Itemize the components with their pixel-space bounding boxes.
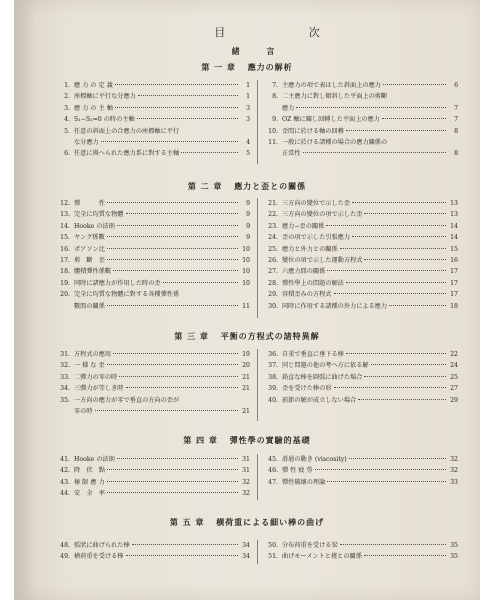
toc-entry — [262, 232, 458, 243]
toc-entry-number: 2. — [64, 93, 70, 101]
toc-entry-title: な分應力 — [74, 139, 99, 147]
toc-entry-title: Hooke の法則 — [74, 456, 115, 463]
dot-leader — [382, 118, 446, 119]
toc-entry-title: 方程式の應用 — [74, 351, 112, 358]
chapter-3-right-column — [262, 349, 458, 406]
toc-entry — [262, 114, 458, 125]
toc-entry-number: 11. — [268, 139, 278, 147]
toc-entry-page: 8 — [454, 150, 458, 158]
toc-entry-number: 37. — [268, 362, 278, 370]
toc-entry-page: 32 — [450, 467, 458, 475]
toc-entry-title: 自重で垂直に垂下る棒 — [282, 351, 344, 358]
toc-entry-number: 12. — [60, 200, 70, 207]
toc-entry-page: 9 — [246, 211, 250, 219]
dot-leader — [349, 458, 446, 459]
toc-entry-title: ポアソン比 — [74, 245, 105, 253]
toc-entry-number: 42. — [60, 467, 70, 475]
dot-leader — [364, 213, 446, 214]
dot-leader — [364, 555, 446, 556]
toc-entry-page: 3 — [246, 116, 250, 124]
dot-leader — [327, 270, 446, 271]
toc-entry-number: 51. — [268, 553, 278, 561]
toc-entry-title: 二彈力の零の時 — [74, 373, 118, 381]
dot-leader — [126, 387, 239, 388]
toc-entry-title: 主應力の項で表はした斜面上の應力 — [282, 82, 381, 89]
dot-leader — [352, 236, 446, 237]
toc-entry-number: 46. — [268, 467, 278, 475]
toc-entry-page: 7 — [454, 104, 458, 112]
toc-entry-page: 14 — [450, 222, 458, 230]
toc-entry-title: 歪を受けた棒の形 — [282, 385, 332, 393]
dot-leader — [107, 364, 238, 365]
toc-entry-number: 43. — [60, 478, 70, 486]
toc-entry-page: 35 — [450, 542, 458, 549]
toc-entry-title: ヤング係數 — [74, 234, 105, 242]
toc-entry-page: 1 — [246, 93, 250, 101]
toc-entry-number: 24. — [268, 234, 278, 242]
toc-entry-title: 同時に諸應力が作用した時の歪 — [74, 279, 161, 287]
toc-entry-page: 24 — [450, 362, 458, 370]
toc-entry-title: 數間の關係 — [74, 302, 105, 310]
chapter-5-label: 第 五 章 — [169, 517, 205, 527]
dot-leader — [107, 202, 238, 203]
toc-entry-number: 29. — [268, 291, 278, 299]
toc-entry-number: 35. — [60, 396, 70, 404]
toc-entry — [54, 255, 250, 266]
chapter-1-heading — [14, 62, 480, 73]
toc-entry — [262, 395, 458, 406]
dot-leader — [364, 259, 446, 260]
toc-entry-page: 3 — [246, 104, 250, 112]
dot-leader — [117, 458, 238, 459]
toc-entry — [54, 198, 250, 209]
dot-leader — [126, 213, 239, 214]
toc-entry-page: 34 — [242, 542, 250, 549]
dot-leader — [107, 305, 238, 306]
toc-entry — [262, 477, 458, 488]
toc-entry-title: 横荷重を受ける棒 — [74, 553, 124, 561]
chapter-1-right-column — [262, 80, 458, 160]
toc-entry-title: 完全に均質な物體 — [74, 211, 124, 219]
dot-leader — [137, 118, 238, 119]
toc-entry-page: 21 — [242, 373, 250, 381]
toc-entry — [262, 278, 458, 289]
toc-entry — [262, 349, 458, 360]
toc-entry-page: 6 — [454, 82, 458, 89]
toc-entry-title: 分布荷重を受ける梁 — [282, 542, 338, 549]
toc-entry — [262, 80, 458, 91]
toc-entry-page: 10 — [242, 268, 250, 276]
toc-entry-page: 10 — [242, 257, 250, 265]
toc-entry-page: 25 — [450, 373, 458, 381]
toc-entry-title: 完全に均質な物體に對する各種彈性係 — [74, 291, 180, 299]
toc-entry — [54, 301, 250, 312]
toc-entry-title: 彈性破壞の理論 — [282, 478, 326, 486]
toc-entry-number: 48. — [60, 542, 70, 549]
toc-entry-title: 歪問に於ける軸の回轉 — [282, 127, 344, 135]
dot-leader — [364, 376, 446, 377]
chapter-5-right-column — [262, 540, 458, 563]
toc-entry-page: 35 — [450, 553, 458, 561]
chapter-4-left-column — [54, 454, 250, 500]
toc-entry — [262, 209, 458, 220]
toc-entry — [54, 406, 250, 417]
toc-entry-title: 彈 性 — [74, 200, 105, 207]
toc-entry — [54, 551, 250, 562]
toc-entry-page: 13 — [450, 211, 458, 219]
toc-entry — [262, 255, 458, 266]
toc-entry-page: 5 — [246, 150, 250, 158]
chapter-2-right-column — [262, 198, 458, 312]
chapter-4-label: 第 四 章 — [183, 435, 218, 445]
toc-entry-number: 3. — [64, 104, 70, 112]
dot-leader — [346, 130, 446, 131]
toc-entry-number: 25. — [268, 245, 278, 253]
toc-entry-number: 27. — [268, 268, 278, 276]
toc-entry-title: 應力 — [282, 104, 295, 112]
toc-entry-title: 極 限 應 力 — [74, 478, 105, 486]
toc-entry-page: 9 — [246, 200, 250, 207]
toc-entry-page: 20 — [242, 362, 250, 370]
toc-entry — [54, 126, 250, 137]
toc-entry-number: 1. — [64, 82, 70, 89]
chapter-3-heading — [14, 331, 480, 342]
toc-entry-title: 剪 斷 歪 — [74, 257, 105, 265]
toc-entry — [54, 221, 250, 232]
toc-entry — [262, 301, 458, 312]
dot-leader — [181, 152, 238, 153]
toc-entry-title: 一方向の應力が零で垂直の方向の歪が — [74, 396, 180, 404]
toc-entry-title: 彈 性 疲 勞 — [282, 467, 313, 475]
toc-entry-number: 14. — [60, 222, 70, 230]
toc-entry-title: 體積彈性係數 — [74, 268, 112, 276]
toc-entry-title: 彈性學上の問題の解法 — [282, 279, 344, 287]
toc-entry-page: 17 — [450, 291, 458, 299]
toc-entry-page: 32 — [242, 478, 250, 486]
toc-entry-page: 31 — [242, 456, 250, 463]
toc-entry-title: 一 様 な 歪 — [74, 362, 105, 370]
chapter-1-label: 第 一 章 — [201, 62, 236, 72]
dot-leader — [327, 481, 446, 482]
toc-entry — [54, 137, 250, 148]
chapter-4-right-column — [262, 454, 458, 488]
dot-leader — [113, 353, 238, 354]
toc-entry-number: 8. — [272, 93, 278, 101]
toc-entry-page: 7 — [454, 116, 458, 124]
toc-entry-number: 9. — [272, 116, 278, 124]
toc-entry — [54, 540, 250, 551]
dot-leader — [346, 282, 446, 283]
toc-entry — [54, 244, 250, 255]
chapter-5-heading — [14, 517, 480, 528]
toc-entry-title: 應力と外力との關係 — [282, 245, 338, 253]
dot-leader — [107, 259, 238, 260]
toc-entry-title: Hooke の法則 — [74, 222, 115, 230]
dot-leader — [126, 555, 239, 556]
chapter-2-label: 第 二 章 — [187, 181, 223, 191]
dot-leader — [383, 84, 446, 85]
toc-entry-page: 13 — [450, 200, 458, 207]
toc-entry-page: 9 — [246, 222, 250, 230]
dot-leader — [101, 141, 238, 142]
toc-entry-page: 10 — [242, 245, 250, 253]
toc-entry-number: 5. — [64, 127, 70, 135]
toc-entry-number: 18. — [60, 268, 70, 276]
dot-leader — [132, 544, 238, 545]
toc-entry-page: 17 — [450, 279, 458, 287]
toc-entry — [54, 266, 250, 277]
chapter-3-left-column — [54, 349, 250, 417]
toc-entry-number: 19. — [60, 279, 70, 287]
toc-entry — [54, 91, 250, 102]
chapter-2-left-column — [54, 198, 250, 312]
toc-entry — [262, 103, 458, 114]
toc-entry — [54, 454, 250, 465]
toc-entry-page: 11 — [242, 302, 250, 310]
toc-entry-title: 同時に作用する諸種の外力による應力 — [282, 302, 388, 310]
toc-title: 目 次 — [214, 26, 360, 39]
dot-leader — [113, 270, 238, 271]
chapter-2-heading — [14, 181, 480, 192]
toc-entry-number: 38. — [268, 373, 278, 381]
dot-leader — [117, 225, 238, 226]
dot-leader — [315, 469, 446, 470]
dot-leader — [107, 481, 238, 482]
chapter-3-label: 第 三 章 — [174, 331, 209, 341]
toc-entry — [262, 540, 458, 551]
dot-leader — [296, 107, 446, 108]
toc-entry-title: 容積歪みの方程式 — [282, 291, 332, 299]
dot-leader — [389, 305, 446, 306]
chapter-5-left-column — [54, 540, 250, 563]
toc-entry-title: 變位の項で示した運動方程式 — [282, 257, 363, 265]
chapter-3-title: 平衡の方程式の諸特異解 — [220, 331, 320, 341]
toc-entry — [262, 126, 458, 137]
book-page — [14, 0, 480, 600]
dot-leader — [95, 410, 238, 411]
toc-entry-number: 40. — [268, 396, 278, 404]
toc-entry-title: 前節の解が成立しない場合 — [282, 396, 357, 404]
toc-entry-number: 32. — [60, 362, 70, 370]
toc-entry-page: 16 — [450, 257, 458, 265]
chapter-4-title: 彈性學の實驗的基礎 — [229, 435, 311, 445]
toc-entry — [54, 209, 250, 220]
toc-entry-number: 15. — [60, 234, 70, 242]
dot-leader — [340, 248, 446, 249]
toc-entry — [262, 383, 458, 394]
toc-entry-number: 23. — [268, 222, 278, 230]
toc-entry-title: S₁−S₂=0 の時の主軸 — [74, 116, 135, 124]
toc-entry-number: 26. — [268, 257, 278, 265]
dot-leader — [115, 84, 238, 85]
toc-entry-number: 36. — [268, 351, 278, 358]
toc-entry — [262, 372, 458, 383]
dot-leader — [119, 376, 238, 377]
dot-leader — [340, 544, 446, 545]
dot-leader — [371, 364, 446, 365]
toc-entry — [54, 289, 250, 300]
page-gutter-shadow — [14, 0, 36, 600]
toc-entry-title: 三彈力が等しき時 — [74, 385, 124, 393]
toc-entry — [54, 383, 250, 394]
toc-entry-page: 10 — [242, 279, 250, 287]
toc-entry — [54, 395, 250, 406]
toc-entry-title: OZ 軸に關し回轉した平面上の應力 — [282, 116, 380, 124]
toc-entry-page: 1 — [246, 82, 250, 89]
toc-entry-number: 20. — [60, 291, 70, 299]
toc-entry-number: 10. — [268, 127, 278, 135]
toc-entry — [262, 244, 458, 255]
toc-entry-page: 4 — [246, 139, 250, 147]
toc-entry-page: 14 — [450, 234, 458, 242]
dot-leader — [163, 282, 238, 283]
chapter-1-left-column — [54, 80, 250, 160]
toc-entry-number: 44. — [60, 490, 70, 498]
toc-entry-number: 28. — [268, 279, 278, 287]
toc-entry-number: 39. — [268, 385, 278, 393]
toc-entry — [262, 91, 458, 102]
toc-entry-number: 49. — [60, 553, 70, 561]
toc-entry-number: 41. — [60, 456, 70, 463]
toc-entry — [262, 289, 458, 300]
toc-entry-page: 9 — [246, 234, 250, 242]
dot-leader — [352, 202, 446, 203]
toc-entry-page: 15 — [450, 245, 458, 253]
dot-leader — [334, 387, 447, 388]
column-divider — [257, 454, 258, 500]
toc-entry-title: 三方向の變位の項で示した歪 — [282, 211, 363, 219]
toc-entry-title: 滑層の動き (viscosity) — [282, 456, 347, 463]
toc-entry-number: 13. — [60, 211, 70, 219]
toc-entry — [262, 137, 458, 148]
toc-entry-page: 32 — [450, 456, 458, 463]
toc-entry — [262, 266, 458, 277]
toc-entry-title: 降 伏 點 — [74, 467, 105, 475]
toc-entry — [54, 103, 250, 114]
chapter-5-title: 横荷重による細い棒の曲げ — [216, 517, 325, 527]
dot-leader — [107, 236, 238, 237]
toc-entry-title: 弧狀に曲げられた棒 — [74, 542, 130, 549]
dot-leader — [115, 107, 238, 108]
toc-entry-page: 21 — [242, 385, 250, 393]
toc-entry — [54, 80, 250, 91]
column-divider — [257, 80, 258, 164]
toc-entry-number: 47. — [268, 478, 278, 486]
dot-leader — [326, 225, 446, 226]
dot-leader — [303, 152, 446, 153]
toc-entry-number: 33. — [60, 373, 70, 381]
toc-entry-title: 正當性 — [282, 150, 301, 158]
toc-entry-title: 鉛直な棒を圓弧に曲げた場合 — [282, 373, 363, 381]
toc-entry — [54, 148, 250, 159]
toc-entry-number: 17. — [60, 257, 70, 265]
toc-entry — [262, 148, 458, 159]
toc-entry — [262, 551, 458, 562]
toc-entry-title: 任意の斜面上の合應力の座標軸に平行 — [74, 127, 180, 135]
toc-entry-title: 二主應力に對し傾斜した平面上の剪斷 — [282, 93, 388, 101]
toc-entry-title: 應 力 の 定 義 — [74, 82, 113, 89]
toc-entry-title: 應 力 の 主 軸 — [74, 104, 113, 112]
toc-entry-number: 31. — [60, 351, 70, 358]
toc-entry-title: 三方向の變位で示した歪 — [282, 200, 351, 207]
toc-entry-page: 34 — [242, 553, 250, 561]
toc-entry-page: 19 — [242, 351, 250, 358]
toc-entry-title: 一般に於ける諸種の場合の應力關係の — [282, 139, 388, 147]
column-divider — [257, 198, 258, 318]
toc-entry-title: 任意に與へられた應力系に對する主軸 — [74, 150, 180, 158]
toc-entry — [262, 198, 458, 209]
toc-entry-number: 22. — [268, 211, 278, 219]
dot-leader — [358, 399, 446, 400]
toc-entry-title: 歪の項で示した引張應力 — [282, 234, 351, 242]
column-divider — [257, 349, 258, 421]
toc-entry-title: 零の時 — [74, 408, 93, 416]
toc-entry-number: 4. — [64, 116, 70, 124]
toc-entry-page: 33 — [450, 478, 458, 486]
toc-entry-page: 8 — [454, 127, 458, 135]
dot-leader — [107, 248, 238, 249]
toc-entry-title: 同じ問題の他の考へ方に依る解 — [282, 362, 369, 370]
toc-entry — [54, 349, 250, 360]
toc-entry-page: 31 — [242, 467, 250, 475]
toc-entry-title: 六應力間の關係 — [282, 268, 326, 276]
toc-entry-number: 50. — [268, 542, 278, 549]
toc-entry-page: 21 — [242, 408, 250, 416]
dot-leader — [346, 353, 446, 354]
toc-entry — [54, 477, 250, 488]
toc-entry — [54, 278, 250, 289]
toc-entry-page: 18 — [450, 302, 458, 310]
toc-entry-page: 32 — [242, 490, 250, 498]
dot-leader — [138, 95, 238, 96]
toc-entry — [262, 465, 458, 476]
toc-entry-page: 29 — [450, 396, 458, 404]
toc-entry — [54, 114, 250, 125]
toc-entry-number: 16. — [60, 245, 70, 253]
toc-entry — [262, 221, 458, 232]
dot-leader — [107, 492, 238, 493]
toc-entry-number: 30. — [268, 302, 278, 310]
toc-entry-number: 7. — [272, 82, 278, 89]
chapter-1-title: 應力の解析 — [247, 62, 293, 72]
toc-entry-page: 27 — [450, 385, 458, 393]
toc-entry-title: 座標軸に平行な分應力 — [74, 93, 136, 101]
column-divider — [257, 540, 258, 564]
dot-leader — [107, 469, 238, 470]
toc-entry-title: 應力−歪の關係 — [282, 222, 325, 230]
toc-entry-number: 45. — [268, 456, 278, 463]
toc-entry — [54, 360, 250, 371]
toc-entry-title: 安 全 率 — [74, 490, 105, 498]
toc-entry-title: 曲げモーメントと撓との關係 — [282, 553, 362, 561]
toc-entry — [262, 454, 458, 465]
toc-entry-number: 34. — [60, 385, 70, 393]
preface-heading: 緒 言 — [231, 46, 287, 56]
toc-entry — [54, 465, 250, 476]
toc-entry-number: 6. — [64, 150, 70, 158]
toc-entry — [54, 372, 250, 383]
chapter-4-heading — [14, 435, 480, 446]
toc-entry-number: 21. — [268, 200, 278, 207]
toc-entry — [54, 232, 250, 243]
toc-entry — [262, 360, 458, 371]
dot-leader — [334, 293, 447, 294]
toc-entry-page: 22 — [450, 351, 458, 358]
chapter-2-title: 應力と歪との關係 — [234, 181, 307, 191]
toc-entry — [54, 488, 250, 499]
toc-entry-page: 17 — [450, 268, 458, 276]
